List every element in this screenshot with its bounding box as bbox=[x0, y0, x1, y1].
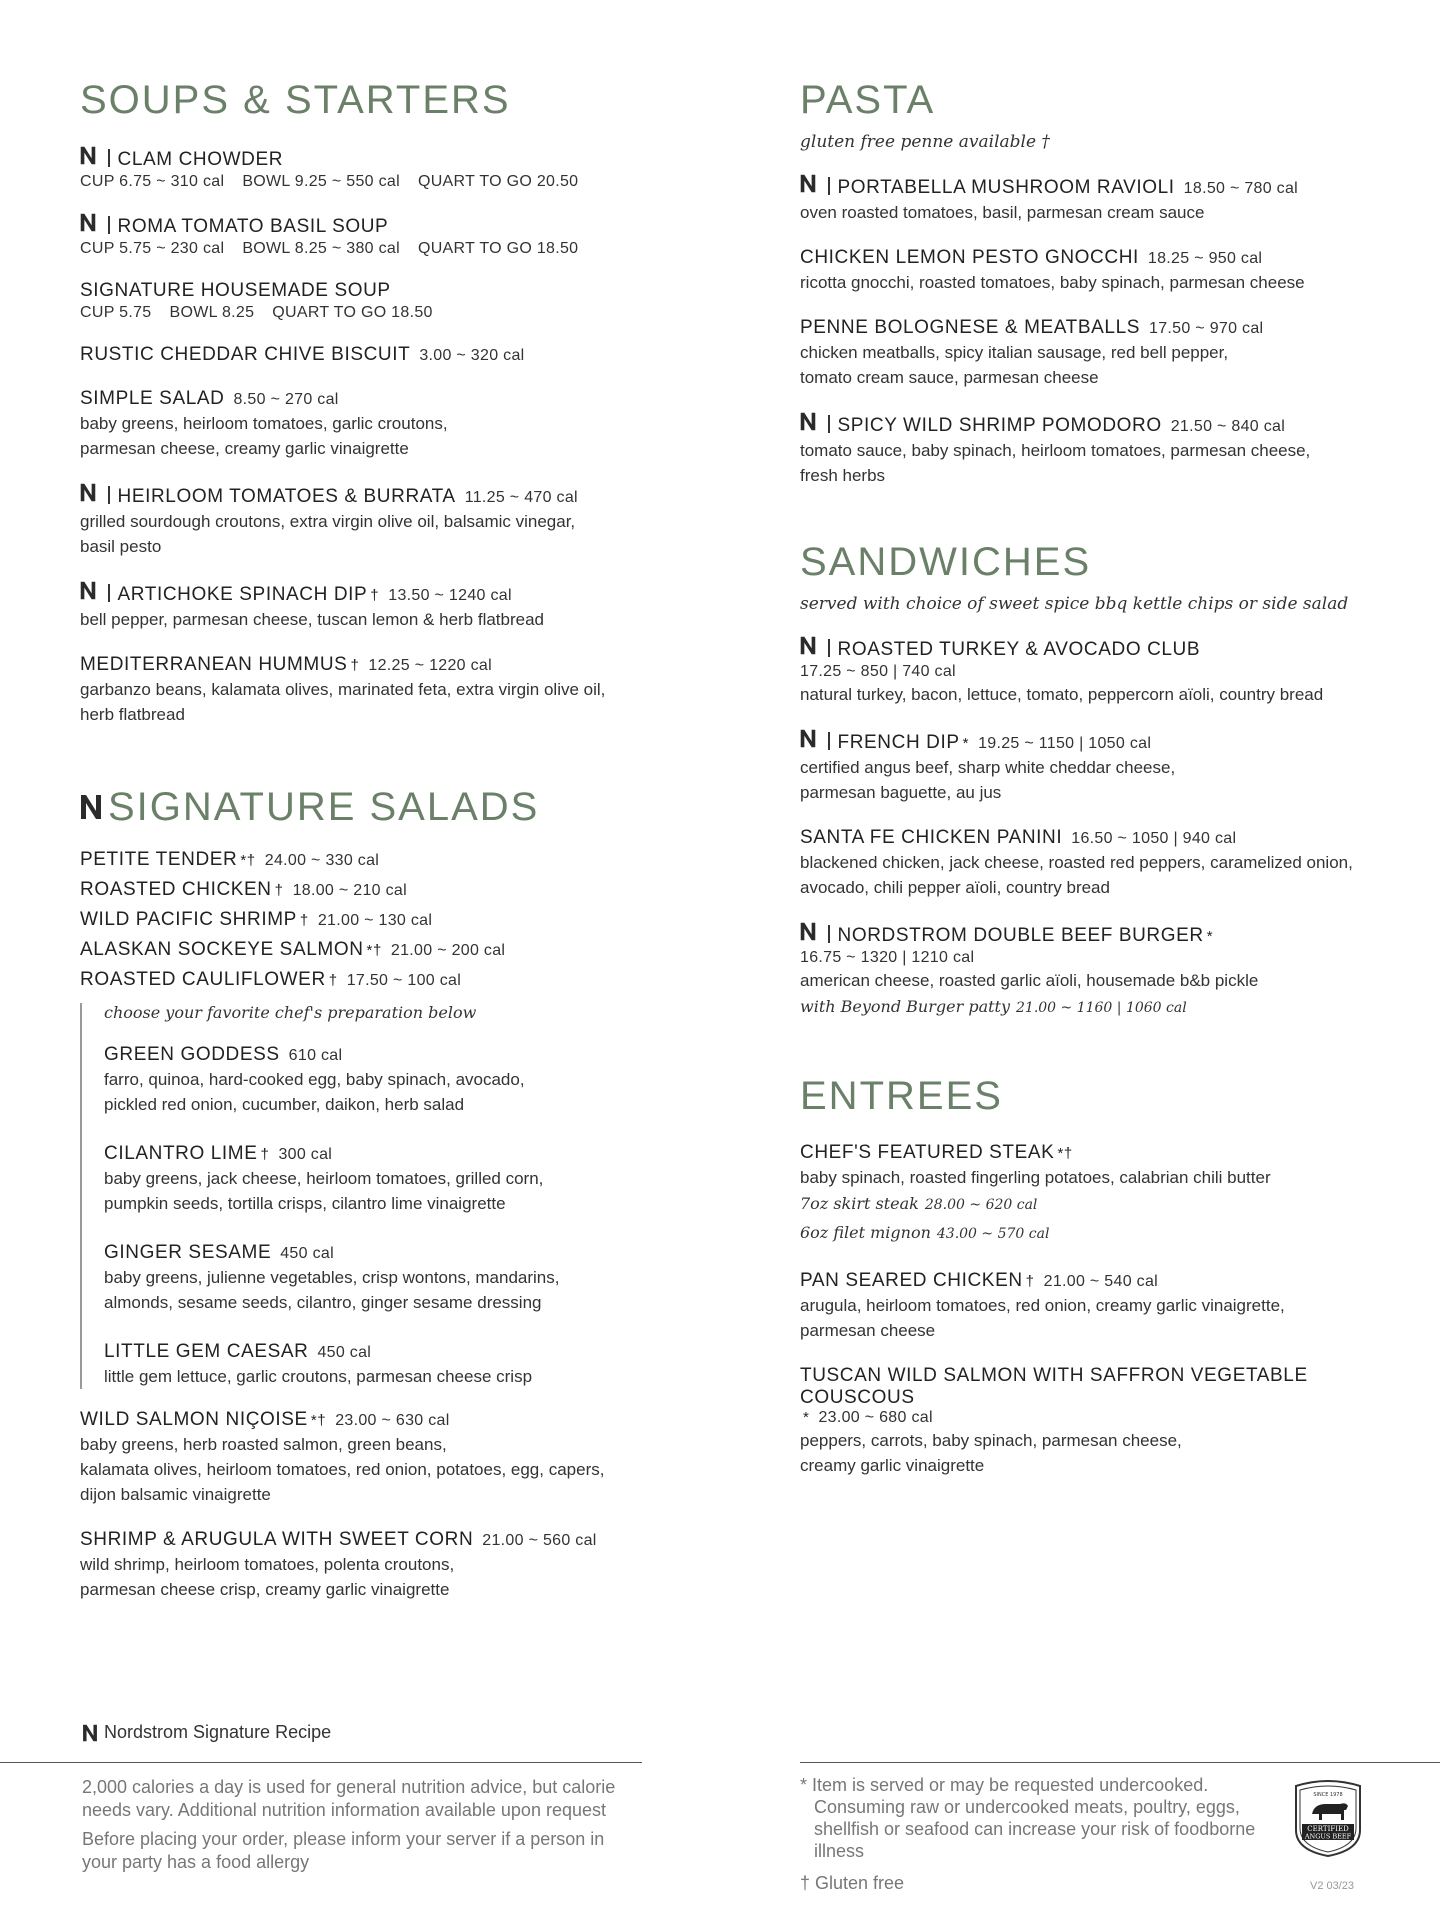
salads-title-text: SIGNATURE SALADS bbox=[108, 785, 540, 829]
item-mark: † bbox=[274, 882, 284, 899]
pasta-subtitle: gluten free penne available † bbox=[800, 132, 1050, 152]
undercooked-text-1: * Item is served or may be requested undercooked. bbox=[800, 1775, 1209, 1795]
item-price: 21.00 ~ 130 cal bbox=[317, 912, 433, 929]
footer-divider-left bbox=[0, 1762, 642, 1763]
item-header bbox=[80, 344, 710, 366]
size-option: CUP 5.75 ~ 230 cal bbox=[80, 240, 225, 257]
description-line: parmesan cheese crisp, creamy garlic vinaigrette bbox=[80, 1580, 450, 1599]
item-price: 610 cal bbox=[288, 1047, 343, 1064]
legend-text: Nordstrom Signature Recipe bbox=[104, 1722, 332, 1742]
size-option: CUP 6.75 ~ 310 cal bbox=[80, 173, 225, 190]
item-header bbox=[80, 1409, 710, 1431]
description-line: certified angus beef, sharp white cheddar cheese, bbox=[800, 758, 1176, 777]
item-sizes bbox=[800, 949, 1380, 967]
item-header bbox=[80, 909, 710, 931]
description-line: blackened chicken, jack cheese, roasted red peppers, caramelized onion, bbox=[800, 853, 1353, 872]
item-description bbox=[800, 1165, 1380, 1190]
variant-price: 43.00 ~ 570 cal bbox=[936, 1226, 1050, 1242]
description-line: parmesan cheese bbox=[800, 1321, 936, 1340]
item-description bbox=[800, 340, 1380, 390]
description-line: kalamata olives, heirloom tomatoes, red onion, potatoes, egg, capers, bbox=[80, 1460, 605, 1479]
item-description bbox=[80, 1432, 710, 1507]
item-variant bbox=[800, 1190, 1380, 1219]
nordstrom-n-icon bbox=[80, 213, 96, 232]
item-description bbox=[80, 607, 710, 632]
menu-item bbox=[80, 1529, 710, 1602]
menu-item bbox=[104, 1143, 710, 1216]
item-variant bbox=[800, 1219, 1380, 1248]
item-name: PAN SEARED CHICKEN bbox=[800, 1270, 1023, 1291]
salad-proteins bbox=[80, 849, 710, 991]
description-line: fresh herbs bbox=[800, 466, 886, 485]
item-description bbox=[80, 411, 710, 461]
angus-top-text: SINCE 1978 bbox=[1313, 1792, 1343, 1798]
menu-item bbox=[80, 581, 710, 632]
gluten-free-note: † Gluten free bbox=[800, 1873, 905, 1893]
nutrition-text-2: Before placing your order, please inform your server if a person in your party has a food allergy bbox=[82, 1829, 605, 1872]
nordstrom-n-icon bbox=[82, 1724, 98, 1742]
item-price: 18.00 ~ 210 cal bbox=[292, 882, 407, 899]
menu-item bbox=[800, 247, 1380, 295]
item-name: PETITE TENDER bbox=[80, 849, 238, 870]
description-line: arugula, heirloom tomatoes, red onion, creamy garlic vinaigrette, bbox=[800, 1296, 1285, 1315]
chef-preparations bbox=[80, 1003, 710, 1389]
menu-item bbox=[80, 344, 710, 366]
item-header bbox=[104, 1044, 710, 1066]
item-mark: * bbox=[803, 1409, 810, 1426]
item-description bbox=[80, 677, 710, 727]
description-line: grilled sourdough croutons, extra virgin olive oil, balsamic vinegar, bbox=[80, 512, 576, 531]
menu-item bbox=[80, 146, 710, 191]
item-name: CHICKEN LEMON PESTO GNOCCHI bbox=[800, 247, 1139, 268]
version-label: V2 03/23 bbox=[1310, 1880, 1355, 1892]
entrees-list bbox=[800, 1142, 1380, 1478]
item-description bbox=[104, 1166, 710, 1216]
soups-title: SOUPS & STARTERS bbox=[80, 78, 511, 122]
nordstrom-n-icon bbox=[80, 146, 96, 165]
item-header bbox=[80, 213, 710, 238]
size-option: BOWL 8.25 ~ 380 cal bbox=[242, 240, 400, 257]
variant-price: 21.00 ~ 1160 | 1060 cal bbox=[1016, 1000, 1187, 1016]
menu-item bbox=[800, 827, 1380, 900]
angus-badge-icon bbox=[1292, 1780, 1364, 1858]
variant-price: 28.00 ~ 620 cal bbox=[924, 1197, 1038, 1213]
description-line: wild shrimp, heirloom tomatoes, polenta croutons, bbox=[80, 1555, 455, 1574]
item-name: HEIRLOOM TOMATOES & BURRATA bbox=[117, 486, 456, 507]
sandwiches-subtitle: served with choice of sweet spice bbq kettle chips or side salad bbox=[800, 594, 1349, 614]
item-price: 21.50 ~ 840 cal bbox=[1170, 418, 1286, 435]
item-header bbox=[800, 827, 1380, 849]
description-line: basil pesto bbox=[80, 537, 162, 556]
description-line: bell pepper, parmesan cheese, tuscan lemon & herb flatbread bbox=[80, 610, 545, 629]
menu-item bbox=[800, 317, 1380, 390]
nordstrom-n-icon bbox=[800, 729, 816, 748]
item-mark: † bbox=[328, 972, 338, 989]
menu-item bbox=[80, 280, 710, 322]
item-name: PORTABELLA MUSHROOM RAVIOLI bbox=[837, 177, 1175, 198]
signature-separator bbox=[828, 639, 830, 657]
description-line: pumpkin seeds, tortilla crisps, cilantro lime vinaigrette bbox=[104, 1194, 506, 1213]
menu-item bbox=[80, 939, 710, 961]
signature-legend bbox=[82, 1722, 331, 1743]
item-name: SHRIMP & ARUGULA WITH SWEET CORN bbox=[80, 1529, 474, 1550]
item-name: ROMA TOMATO BASIL SOUP bbox=[117, 216, 389, 237]
description-line: ricotta gnocchi, roasted tomatoes, baby spinach, parmesan cheese bbox=[800, 273, 1305, 292]
soups-list bbox=[80, 146, 710, 727]
menu-item bbox=[104, 1044, 710, 1117]
item-header bbox=[104, 1341, 710, 1363]
item-header bbox=[800, 247, 1380, 269]
item-description bbox=[104, 1265, 710, 1315]
description-line: tomato cream sauce, parmesan cheese bbox=[800, 368, 1099, 387]
item-description bbox=[800, 1428, 1380, 1478]
description-line: baby spinach, roasted fingerling potatoes, calabrian chili butter bbox=[800, 1168, 1271, 1187]
allergy-notice bbox=[800, 1774, 1280, 1894]
menu-item bbox=[80, 483, 710, 559]
menu-item bbox=[800, 174, 1380, 225]
item-name: CHEF'S FEATURED STEAK bbox=[800, 1142, 1055, 1163]
menu-item bbox=[80, 213, 710, 258]
menu-item bbox=[80, 879, 710, 901]
size-option: BOWL 9.25 ~ 550 cal bbox=[242, 173, 400, 190]
item-name: NORDSTROM DOUBLE BEEF BURGER bbox=[837, 925, 1204, 946]
pasta-title: PASTA bbox=[800, 78, 936, 122]
variant-label: 6oz filet mignon bbox=[800, 1223, 931, 1242]
item-price: 17.50 ~ 970 cal bbox=[1149, 320, 1264, 337]
sandwiches-list bbox=[800, 636, 1380, 1022]
item-price: 24.00 ~ 330 cal bbox=[264, 852, 380, 869]
item-price: 21.00 ~ 540 cal bbox=[1043, 1273, 1158, 1290]
sandwiches-title: SANDWICHES bbox=[800, 540, 1092, 584]
item-header bbox=[800, 1142, 1380, 1164]
description-line: natural turkey, bacon, lettuce, tomato, peppercorn aïoli, country bread bbox=[800, 685, 1324, 704]
signature-separator bbox=[828, 177, 830, 195]
nordstrom-n-icon bbox=[80, 794, 102, 820]
item-name: SANTA FE CHICKEN PANINI bbox=[800, 827, 1063, 848]
item-header bbox=[80, 483, 710, 508]
menu-item bbox=[80, 654, 710, 727]
menu-item bbox=[104, 1242, 710, 1315]
signature-separator bbox=[828, 415, 830, 433]
item-price: 450 cal bbox=[317, 1344, 372, 1361]
description-line: tomato sauce, baby spinach, heirloom tomatoes, parmesan cheese, bbox=[800, 441, 1311, 460]
signature-separator bbox=[828, 925, 830, 943]
footer-divider-right bbox=[800, 1762, 1440, 1763]
variant-label: with Beyond Burger patty bbox=[800, 997, 1010, 1016]
item-price: 21.00 ~ 560 cal bbox=[482, 1532, 597, 1549]
item-name: CLAM CHOWDER bbox=[117, 149, 284, 170]
item-mark: *† bbox=[1057, 1145, 1073, 1162]
nutrition-text-1: 2,000 calories a day is used for general nutrition advice, but calorie needs vary. Additional nutrition information available upon request bbox=[82, 1777, 616, 1820]
item-sizes bbox=[80, 304, 710, 322]
item-sizes bbox=[80, 173, 710, 191]
item-header bbox=[80, 581, 710, 606]
item-mark: † bbox=[299, 912, 309, 929]
menu-item bbox=[800, 922, 1380, 1022]
signature-separator bbox=[108, 216, 110, 234]
item-mark: † bbox=[1025, 1273, 1035, 1290]
item-header bbox=[80, 849, 710, 871]
item-name: LITTLE GEM CAESAR bbox=[104, 1341, 309, 1362]
item-price: 23.00 ~ 680 cal bbox=[818, 1409, 933, 1426]
size-option: QUART TO GO 18.50 bbox=[272, 304, 433, 321]
description-line: garbanzo beans, kalamata olives, marinated feta, extra virgin olive oil, bbox=[80, 680, 606, 699]
item-price: 18.50 ~ 780 cal bbox=[1183, 180, 1299, 197]
menu-item bbox=[80, 1409, 710, 1507]
item-mark: † bbox=[370, 587, 380, 604]
item-name: SIGNATURE HOUSEMADE SOUP bbox=[80, 280, 391, 301]
item-description bbox=[104, 1364, 710, 1389]
item-description bbox=[104, 1067, 710, 1117]
nutrition-notice bbox=[82, 1776, 642, 1874]
menu-item bbox=[80, 388, 710, 461]
item-header bbox=[800, 1270, 1380, 1292]
salad-others bbox=[80, 1409, 710, 1602]
item-name: ROASTED CHICKEN bbox=[80, 879, 272, 900]
item-header bbox=[800, 174, 1380, 199]
size-option: QUART TO GO 18.50 bbox=[417, 240, 579, 257]
chef-intro: choose your favorite chef's preparation below bbox=[104, 1003, 477, 1022]
item-mark: † bbox=[350, 657, 360, 674]
item-name: TUSCAN WILD SALMON WITH SAFFRON VEGETABLE COUSCOUS bbox=[800, 1365, 1308, 1408]
item-header bbox=[80, 388, 710, 410]
item-name: MEDITERRANEAN HUMMUS bbox=[80, 654, 348, 675]
signature-separator bbox=[108, 149, 110, 167]
item-price: 3.00 ~ 320 cal bbox=[419, 347, 525, 364]
item-name: WILD SALMON NIÇOISE bbox=[80, 1409, 308, 1430]
certified-angus-beef-logo bbox=[1292, 1780, 1364, 1863]
item-header bbox=[800, 412, 1380, 437]
nordstrom-n-icon bbox=[80, 483, 96, 502]
item-mark: *† bbox=[366, 942, 382, 959]
item-sizes bbox=[80, 240, 710, 258]
description-line: peppers, carrots, baby spinach, parmesan cheese, bbox=[800, 1431, 1182, 1450]
angus-label-2: ANGUS BEEF bbox=[1304, 1832, 1352, 1841]
item-price: 8.50 ~ 270 cal bbox=[233, 391, 339, 408]
item-header bbox=[80, 1529, 710, 1551]
description-line: little gem lettuce, garlic croutons, parmesan cheese crisp bbox=[104, 1367, 533, 1386]
item-name: GINGER SESAME bbox=[104, 1242, 272, 1263]
menu-item bbox=[104, 1341, 710, 1389]
item-mark: † bbox=[260, 1146, 270, 1163]
item-price: 13.50 ~ 1240 cal bbox=[388, 587, 512, 604]
item-header bbox=[800, 636, 1380, 661]
menu-item bbox=[800, 412, 1380, 488]
nordstrom-n-icon bbox=[800, 636, 816, 655]
item-variant bbox=[800, 993, 1380, 1022]
menu-item bbox=[800, 729, 1380, 805]
item-header bbox=[80, 280, 710, 302]
item-price: 450 cal bbox=[280, 1245, 334, 1262]
description-line: chicken meatballs, spicy italian sausage, red bell pepper, bbox=[800, 343, 1229, 362]
angus-label-1: CERTIFIED bbox=[1307, 1825, 1349, 1833]
description-line: american cheese, roasted garlic aïoli, housemade b&b pickle bbox=[800, 971, 1259, 990]
menu-item bbox=[80, 909, 710, 931]
nordstrom-n-icon bbox=[80, 581, 96, 600]
undercooked-text-2: Consuming raw or undercooked meats, poultry, eggs, shellfish or seafood can increase your risk of foodborne illness bbox=[814, 1797, 1256, 1861]
description-line: avocado, chili pepper aïoli, country bread bbox=[800, 878, 1110, 897]
entrees-title: ENTREES bbox=[800, 1074, 1003, 1118]
item-price: 18.25 ~ 950 cal bbox=[1147, 250, 1263, 267]
signature-separator bbox=[108, 584, 110, 602]
menu-item bbox=[800, 1142, 1380, 1248]
item-mark: * bbox=[962, 735, 970, 752]
item-name: ROASTED TURKEY & AVOCADO CLUB bbox=[837, 639, 1201, 660]
item-header bbox=[80, 879, 710, 901]
description-line: baby greens, heirloom tomatoes, garlic croutons, bbox=[80, 414, 448, 433]
item-header bbox=[80, 146, 710, 171]
nordstrom-n-icon bbox=[800, 412, 816, 431]
item-name: SPICY WILD SHRIMP POMODORO bbox=[837, 415, 1162, 436]
menu-item bbox=[80, 969, 710, 991]
menu-item bbox=[80, 849, 710, 871]
item-description bbox=[800, 270, 1380, 295]
item-price: 300 cal bbox=[278, 1146, 333, 1163]
preparation-list bbox=[104, 1044, 710, 1389]
item-mark: *† bbox=[310, 1412, 327, 1429]
pasta-list bbox=[800, 174, 1380, 488]
item-price: 23.00 ~ 630 cal bbox=[335, 1412, 450, 1429]
item-mark: *† bbox=[240, 852, 256, 869]
description-line: herb flatbread bbox=[80, 705, 185, 724]
item-header bbox=[80, 939, 710, 961]
item-name: PENNE BOLOGNESE & MEATBALLS bbox=[800, 317, 1141, 338]
item-description bbox=[800, 968, 1380, 993]
signature-separator bbox=[828, 732, 830, 750]
item-name: SIMPLE SALAD bbox=[80, 388, 225, 409]
item-header bbox=[800, 922, 1380, 947]
item-name: ROASTED CAULIFLOWER bbox=[80, 969, 326, 990]
item-description bbox=[800, 850, 1380, 900]
description-line: almonds, sesame seeds, cilantro, ginger sesame dressing bbox=[104, 1293, 542, 1312]
item-header bbox=[104, 1143, 710, 1165]
item-name: WILD PACIFIC SHRIMP bbox=[80, 909, 297, 930]
item-description bbox=[80, 1552, 710, 1602]
description-line: baby greens, herb roasted salmon, green beans, bbox=[80, 1435, 447, 1454]
nordstrom-n-icon bbox=[800, 922, 816, 941]
item-price: 11.25 ~ 470 cal bbox=[464, 489, 578, 506]
item-header bbox=[80, 654, 710, 676]
size-option: 16.75 ~ 1320 | 1210 cal bbox=[800, 949, 975, 966]
description-line: creamy garlic vinaigrette bbox=[800, 1456, 985, 1475]
menu-item bbox=[800, 1270, 1380, 1343]
item-price: 19.25 ~ 1150 | 1050 cal bbox=[978, 735, 1152, 752]
menu-item bbox=[800, 1365, 1380, 1478]
item-name: FRENCH DIP bbox=[837, 732, 960, 753]
signature-separator bbox=[108, 486, 110, 504]
item-header bbox=[800, 317, 1380, 339]
item-header bbox=[80, 969, 710, 991]
size-option: 17.25 ~ 850 | 740 cal bbox=[800, 663, 956, 680]
left-column bbox=[80, 76, 710, 1602]
description-line: farro, quinoa, hard-cooked egg, baby spinach, avocado, bbox=[104, 1070, 525, 1089]
item-price: 12.25 ~ 1220 cal bbox=[368, 657, 492, 674]
nordstrom-n-icon bbox=[800, 174, 816, 193]
description-line: pickled red onion, cucumber, daikon, herb salad bbox=[104, 1095, 465, 1114]
item-description bbox=[800, 682, 1380, 707]
item-header bbox=[800, 729, 1380, 754]
right-column bbox=[800, 76, 1380, 1478]
description-line: oven roasted tomatoes, basil, parmesan cream sauce bbox=[800, 203, 1205, 222]
size-option: CUP 5.75 bbox=[80, 304, 152, 321]
item-header bbox=[800, 1365, 1380, 1427]
menu-item bbox=[800, 636, 1380, 707]
item-price: 16.50 ~ 1050 | 940 cal bbox=[1071, 830, 1237, 847]
item-sizes bbox=[800, 663, 1380, 681]
item-header bbox=[104, 1242, 710, 1264]
item-price: 21.00 ~ 200 cal bbox=[390, 942, 506, 959]
item-name: RUSTIC CHEDDAR CHIVE BISCUIT bbox=[80, 344, 411, 365]
size-option: BOWL 8.25 bbox=[169, 304, 255, 321]
item-name: GREEN GODDESS bbox=[104, 1044, 280, 1065]
item-description bbox=[800, 1293, 1380, 1343]
description-line: parmesan baguette, au jus bbox=[800, 783, 1002, 802]
item-name: CILANTRO LIME bbox=[104, 1143, 258, 1164]
item-name: ARTICHOKE SPINACH DIP bbox=[117, 584, 368, 605]
description-line: baby greens, julienne vegetables, crisp wontons, mandarins, bbox=[104, 1268, 560, 1287]
item-price: 17.50 ~ 100 cal bbox=[346, 972, 462, 989]
description-line: dijon balsamic vinaigrette bbox=[80, 1485, 271, 1504]
salads-title bbox=[80, 783, 710, 831]
item-description bbox=[80, 509, 710, 559]
item-description bbox=[800, 438, 1380, 488]
description-line: baby greens, jack cheese, heirloom tomatoes, grilled corn, bbox=[104, 1169, 544, 1188]
item-description bbox=[800, 200, 1380, 225]
item-mark: * bbox=[1206, 928, 1214, 945]
description-line: parmesan cheese, creamy garlic vinaigrette bbox=[80, 439, 409, 458]
item-description bbox=[800, 755, 1380, 805]
item-name: ALASKAN SOCKEYE SALMON bbox=[80, 939, 364, 960]
size-option: QUART TO GO 20.50 bbox=[417, 173, 579, 190]
variant-label: 7oz skirt steak bbox=[800, 1194, 919, 1213]
